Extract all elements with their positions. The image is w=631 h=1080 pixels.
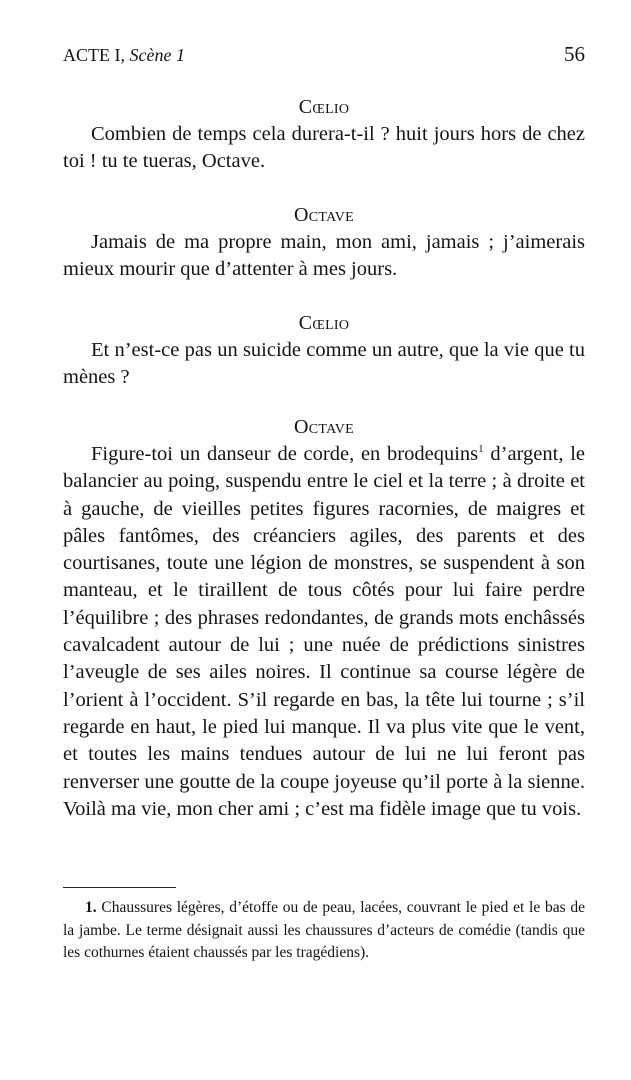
- scene-label: Scène 1: [129, 45, 185, 65]
- footnote-number: 1.: [85, 899, 97, 916]
- speech-text: Combien de temps cela durera-t-il ? huit jours hors de chez toi ! tu te tueras, Octave.: [63, 123, 585, 173]
- page-number: 56: [564, 42, 585, 66]
- footnote-reference: 1: [478, 443, 484, 455]
- speech-text: Et n’est-ce pas un suicide comme un autre, que la vie que tu mènes ?: [63, 339, 585, 389]
- act-scene-heading: [63, 41, 185, 69]
- speech-text: Jamais de ma propre main, mon ami, jamais ; j’aimerais mieux mourir que d’attenter à mes jours.: [63, 231, 585, 281]
- speaker-name: Cœlio: [298, 312, 350, 334]
- speech-text-start: Figure-toi un danseur de corde, en brodequins: [91, 443, 479, 465]
- speaker-name: Cœlio: [298, 96, 350, 118]
- act-label: ACTE I,: [63, 45, 125, 65]
- speaker-name: Octave: [294, 204, 354, 226]
- speech-block-2: [63, 202, 585, 284]
- speech-text-rest: d’argent, le balancier au poing, suspendu entre le ciel et la terre ; à droite et à gauche, de vieilles petites figures racornies, de maigres et pâles fantômes, des créanciers agiles, des parents et des courtisanes, toute une légion de monstres, se suspendent à son manteau, et le tiraillent de tous côtés pour lui faire perdre l’équilibre ; des phrases redondantes, de grands mots enchâssés cavalcadent autour de lui ; une nuée de prédictions sinistres l’aveugle de ses ailes noires. Il continue sa course légère de l’orient à l’occident. S’il regarde en bas, la tête lui tourne ; s’il regarde en haut, le pied lui manque. Il va plus vite que le vent, et toutes les mains tendues autour de lui ne lui feront pas renverser une goutte de la coupe joyeuse qu’il porte à la sienne. Voilà ma vie, mon cher ami ; c’est ma fidèle image que tu vois.: [63, 443, 585, 820]
- footnote-divider: [63, 887, 176, 888]
- running-header: [63, 40, 585, 69]
- speech-block-3: [63, 310, 585, 392]
- speaker-name: Octave: [294, 416, 354, 438]
- speech-block-4: [63, 414, 585, 823]
- speech-text: [63, 441, 585, 823]
- speech-block-1: [63, 94, 585, 176]
- footnote: [63, 897, 585, 965]
- footnote-text: Chaussures légères, d’étoffe ou de peau, lacées, couvrant le pied et le bas de la jambe. Le terme désignait aussi les chaussures d’acteurs de comédie (tandis que les cothurnes étaient chaussés par les tragédiens).: [63, 899, 585, 961]
